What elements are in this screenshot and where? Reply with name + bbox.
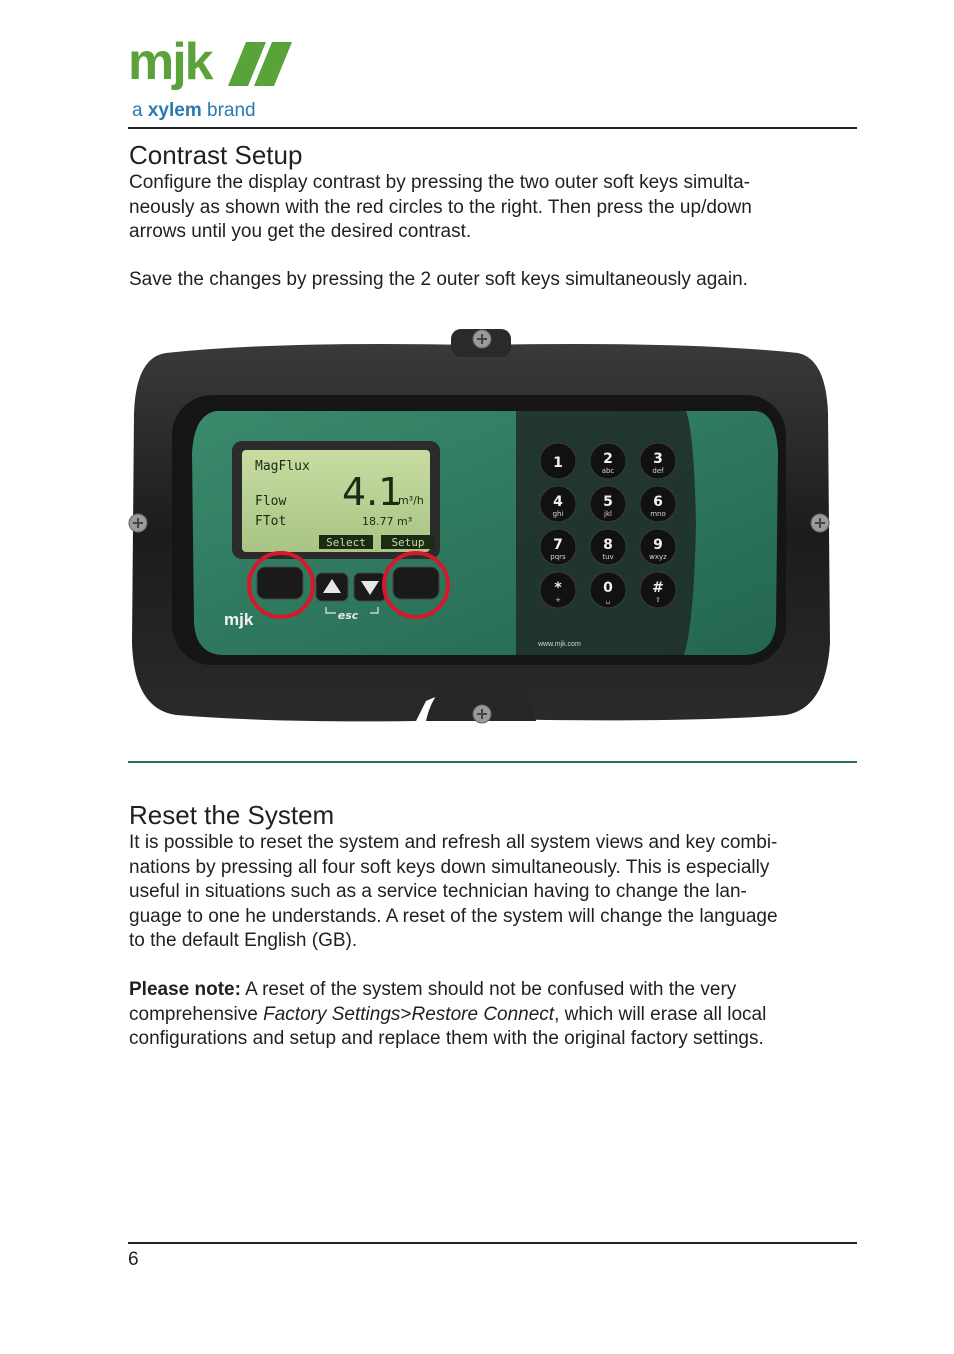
reset-paragraph: It is possible to reset the system and refresh all system views and key combi- nations by pressing all four soft keys down simultaneously. This is especially useful in situations such as a service technician having to change the lan- guage to one he understands. A reset of the system will change the language to the default English (GB). — [129, 832, 778, 952]
lcd-ftot-label: FTot — [255, 514, 287, 529]
lcd-softkey-select: Select — [326, 536, 366, 549]
keypad-key-label: * — [554, 580, 562, 596]
keypad-key-sublabel: jkl — [604, 510, 612, 518]
keypad-key-sublabel: abc — [601, 467, 615, 475]
keypad-key-label: # — [652, 580, 664, 596]
logo-tagline: a xylem brand — [132, 100, 256, 121]
keypad-key-label: 1 — [553, 455, 563, 471]
keypad-key-sublabel: def — [652, 467, 664, 475]
keypad-key-sublabel: pqrs — [550, 553, 566, 561]
logo-slashes-icon — [228, 40, 294, 88]
header-rule — [128, 127, 857, 129]
keypad-key-sublabel: wxyz — [649, 553, 667, 561]
lcd-value: 4.1 — [342, 470, 403, 514]
keypad-key-label: 8 — [603, 537, 613, 553]
keypad-key-label: 2 — [603, 451, 613, 467]
keypad-key-sublabel: ⇧ — [655, 596, 661, 604]
contrast-save-paragraph: Save the changes by pressing the 2 outer soft keys simultaneously again. — [129, 269, 748, 290]
keypad-key-label: 9 — [653, 537, 663, 553]
reset-note: Please note: A reset of the system should not be confused with the very comprehensive Factory Settings>Restore Connect, which will erase all local configurations and setup and replace them with the original factory settings. — [129, 979, 767, 1050]
device-illustration — [126, 323, 836, 726]
contrast-heading: Contrast Setup — [129, 140, 303, 170]
lcd-ftot-value: 18.77 m³ — [362, 515, 413, 528]
keypad-key-label: 6 — [653, 494, 663, 510]
device-brand: mjk — [224, 610, 254, 629]
esc-label: esc — [337, 609, 359, 622]
keypad-key-label: 7 — [553, 537, 563, 553]
lcd-title: MagFlux — [255, 459, 310, 474]
lcd-unit: m³/h — [398, 494, 424, 507]
keypad-key-label: 3 — [653, 451, 663, 467]
softkey-right-button — [393, 567, 439, 599]
keypad-key-sublabel: tuv — [602, 553, 614, 561]
keypad-key-sublabel: ␣ — [605, 596, 611, 604]
lcd-flow-label: Flow — [255, 494, 287, 509]
brand-logo — [128, 33, 298, 124]
keypad-key-sublabel: + — [555, 596, 561, 604]
lcd-softkey-setup: Setup — [391, 536, 425, 549]
keypad-key-label: 5 — [603, 494, 613, 510]
reset-heading: Reset the System — [129, 800, 335, 830]
keypad-key-sublabel: mno — [650, 510, 666, 518]
logo-wordmark: mjk — [128, 33, 212, 91]
softkey-left-button — [257, 567, 303, 599]
page-number: 6 — [128, 1249, 139, 1270]
section-divider — [128, 761, 857, 763]
keypad-key-sublabel: ghi — [552, 510, 564, 518]
footer-rule — [128, 1242, 857, 1244]
contrast-paragraph: Configure the display contrast by pressing the two outer soft keys simulta- neously as shown with the red circles to the right. Then press the up/down arrows until you get the desired contrast. — [129, 172, 752, 243]
device-url: www.mjk.com — [538, 641, 581, 648]
keypad-key-label: 4 — [553, 494, 563, 510]
keypad-key-label: 0 — [603, 580, 613, 596]
